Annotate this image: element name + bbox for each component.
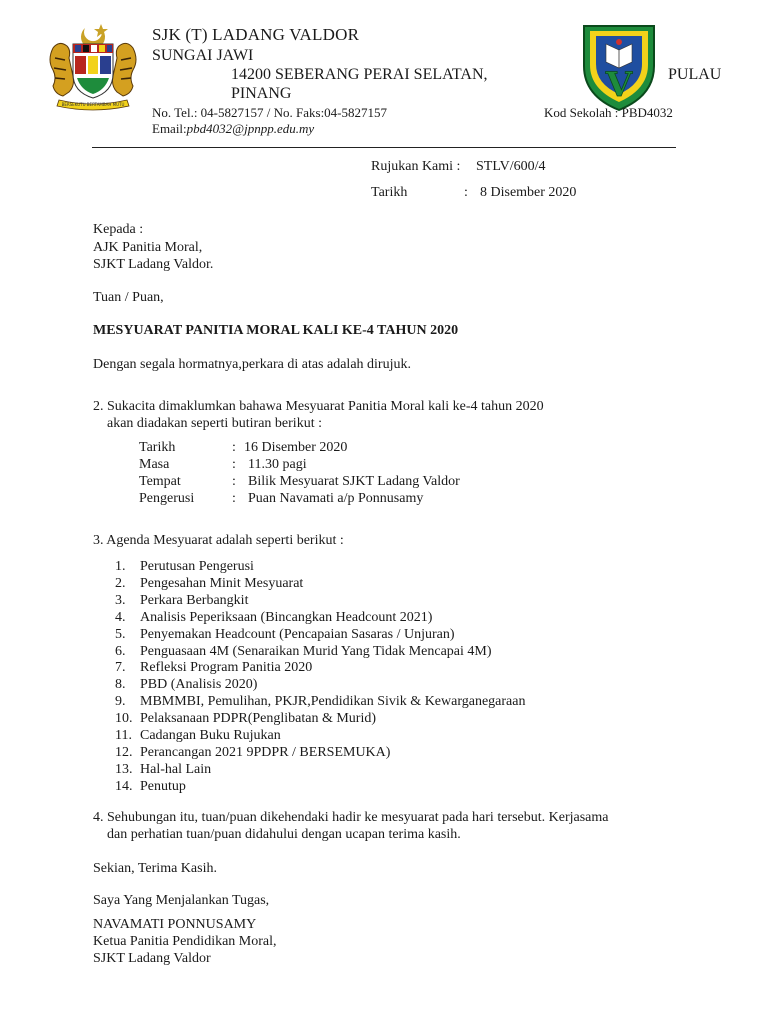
coat-of-arms-motto: BERSEKUTU BERTAMBAH MUTU bbox=[61, 102, 125, 107]
email bbox=[152, 121, 314, 137]
detail-colon: : bbox=[232, 491, 236, 506]
address-line2-end: PULAU bbox=[668, 66, 722, 83]
list-item: 8. PBD (Analisis 2020) bbox=[115, 677, 258, 693]
detail-value: 11.30 pagi bbox=[248, 457, 307, 472]
detail-label: Tempat bbox=[139, 474, 181, 489]
paragraph-4-line1: 4. Sehubungan itu, tuan/puan dikehendaki hadir ke mesyuarat pada hari tersebut. Kerjasama bbox=[93, 810, 609, 825]
recipient-line1: AJK Panitia Moral, bbox=[93, 240, 203, 255]
letterhead-divider bbox=[92, 147, 676, 148]
detail-label: Masa bbox=[139, 457, 170, 472]
rujukan-label: Rujukan Kami : bbox=[371, 159, 461, 174]
detail-value: 16 Disember 2020 bbox=[244, 440, 348, 455]
address-line1: SUNGAI JAWI bbox=[152, 47, 254, 64]
list-item: 10. Pelaksanaan PDPR(Penglibatan & Murid) bbox=[115, 711, 377, 727]
email-value: pbd4032@jpnpp.edu.my bbox=[186, 121, 315, 136]
school-name: SJK (T) LADANG VALDOR bbox=[152, 25, 360, 44]
list-item: 3. Perkara Berbangkit bbox=[115, 592, 249, 608]
kepada: Kepada : bbox=[93, 222, 144, 237]
list-item: 5. Penyemakan Headcount (Pencapaian Sasaras / Unjuran) bbox=[115, 626, 455, 642]
closing: Sekian, Terima Kasih. bbox=[93, 861, 217, 876]
school-code: Kod Sekolah : PBD4032 bbox=[544, 105, 673, 120]
list-item: 4. Analisis Peperiksaan (Bincangkan Headcount 2021) bbox=[115, 609, 433, 625]
rujukan-value: STLV/600/4 bbox=[476, 159, 546, 174]
signatory-name: NAVAMATI PONNUSAMY bbox=[93, 917, 257, 932]
detail-value: Bilik Mesyuarat SJKT Ladang Valdor bbox=[248, 474, 460, 489]
list-item: 11. Cadangan Buku Rujukan bbox=[115, 728, 281, 744]
paragraph-3: 3. Agenda Mesyuarat adalah seperti berikut : bbox=[93, 533, 344, 548]
detail-label: Tarikh bbox=[139, 440, 176, 455]
list-item: 1. Perutusan Pengerusi bbox=[115, 559, 254, 574]
detail-label: Pengerusi bbox=[139, 491, 195, 506]
phone-fax: No. Tel.: 04-5827157 / No. Faks:04-5827157 bbox=[152, 105, 388, 120]
coat-of-arms-logo bbox=[45, 18, 141, 114]
address-line3: PINANG bbox=[231, 85, 292, 102]
paragraph-2-line2: akan diadakan seperti butiran berikut : bbox=[107, 416, 322, 431]
detail-value: Puan Navamati a/p Ponnusamy bbox=[248, 491, 424, 506]
detail-colon: : bbox=[232, 474, 236, 489]
list-item: 14. Penutup bbox=[115, 778, 186, 794]
letter-title: MESYUARAT PANITIA MORAL KALI KE-4 TAHUN 2020 bbox=[93, 323, 459, 338]
salutation: Tuan / Puan, bbox=[93, 290, 164, 305]
list-item: 12. Perancangan 2021 9PDPR / BERSEMUKA) bbox=[115, 744, 391, 760]
paragraph-1: Dengan segala hormatnya,perkara di atas adalah dirujuk. bbox=[93, 357, 411, 372]
detail-colon: : bbox=[232, 440, 236, 455]
badge-letter: V bbox=[605, 65, 633, 105]
paragraph-4-line2: dan perhatian tuan/puan didahului dengan ucapan terima kasih. bbox=[107, 827, 461, 842]
list-item: 13. Hal-hal Lain bbox=[115, 761, 212, 777]
tarikh-value: 8 Disember 2020 bbox=[480, 185, 577, 200]
recipient-line2: SJKT Ladang Valdor. bbox=[93, 257, 214, 272]
detail-colon: : bbox=[232, 457, 236, 472]
signatory-school: SJKT Ladang Valdor bbox=[93, 951, 211, 966]
list-item: 2. Pengesahan Minit Mesyuarat bbox=[115, 575, 304, 591]
tarikh-label: Tarikh bbox=[371, 185, 408, 200]
signatory-position: Ketua Panitia Pendidikan Moral, bbox=[93, 934, 277, 949]
tarikh-colon: : bbox=[464, 185, 468, 200]
signoff: Saya Yang Menjalankan Tugas, bbox=[93, 893, 270, 908]
paragraph-2-line1: 2. Sukacita dimaklumkan bahawa Mesyuarat Panitia Moral kali ke-4 tahun 2020 bbox=[93, 399, 544, 414]
list-item: 9. MBMMBI, Pemulihan, PKJR,Pendidikan Sivik & Kewarganegaraan bbox=[115, 694, 526, 710]
list-item: 6. Penguasaan 4M (Senaraikan Murid Yang Tidak Mencapai 4M) bbox=[115, 643, 492, 659]
school-badge-logo bbox=[580, 22, 658, 114]
list-item: 7. Refleksi Program Panitia 2020 bbox=[115, 660, 313, 676]
email-label: Email: bbox=[152, 121, 187, 136]
address-line2: 14200 SEBERANG PERAI SELATAN, bbox=[231, 66, 488, 83]
agenda-list bbox=[115, 559, 526, 796]
